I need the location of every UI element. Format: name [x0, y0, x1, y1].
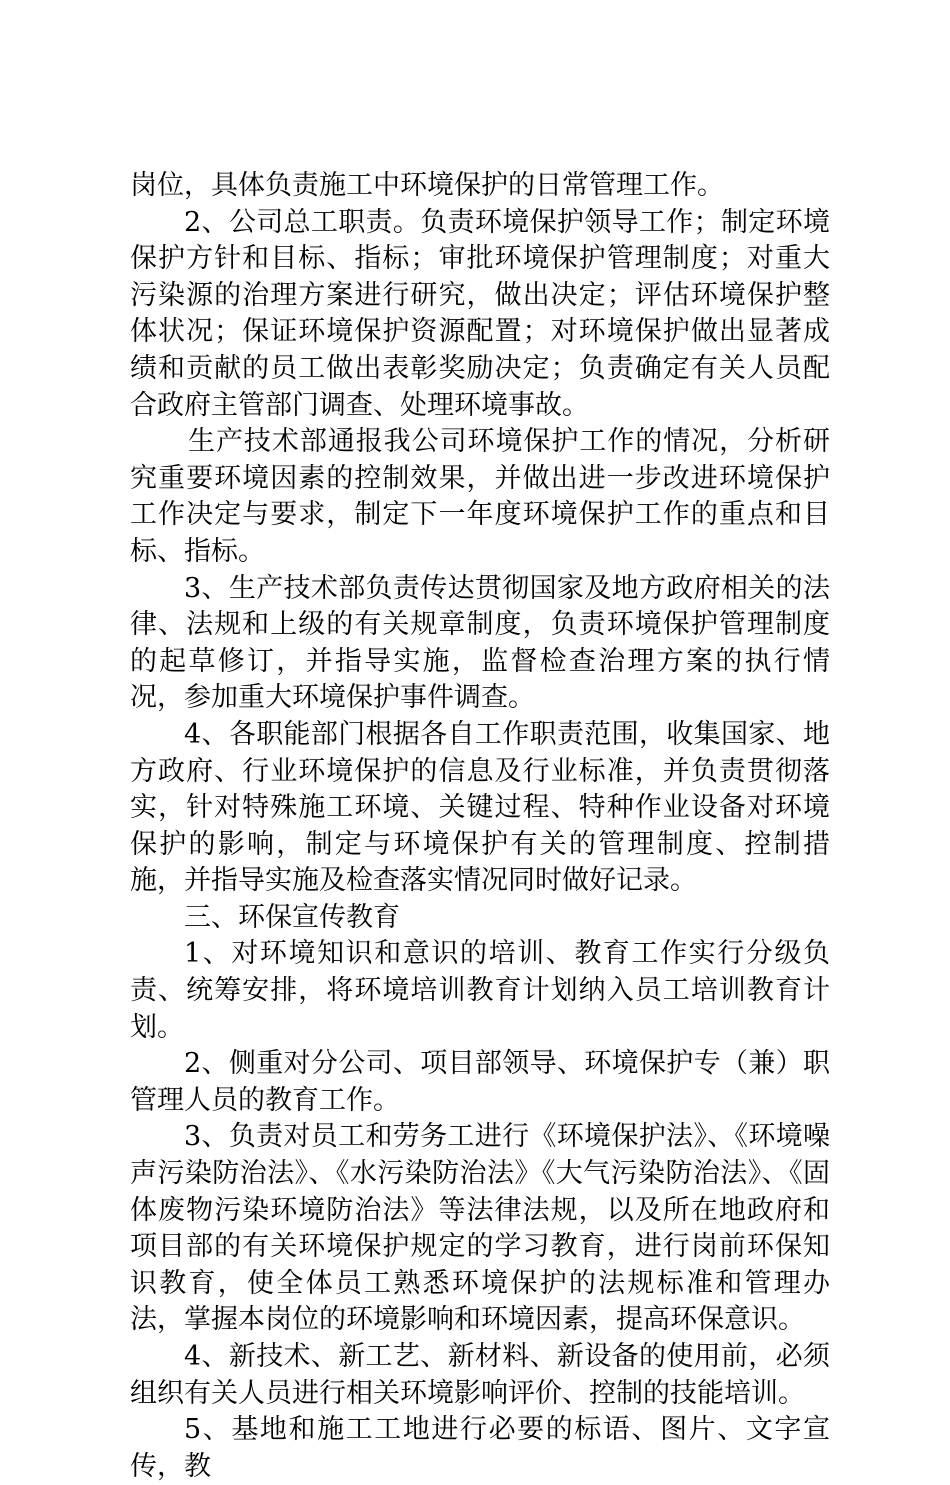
paragraph-functional-depts: 4、各职能部门根据各自工作职责范围，收集国家、地方政府、行业环境保护的信息及行业标准，并负责贯彻落实，针对特殊施工环境、关键过程、特种作业设备对环境保护的影响，制定与环境保护有关的管理制度、控制措施，并指导实施及检查落实情况同时做好记录。 — [130, 718, 830, 897]
paragraph-production-dept-duties: 3、生产技术部负责传达贯彻国家及地方政府相关的法律、法规和上级的有关规章制度，负责环境保护管理制度的起草修订，并指导实施，监督检查治理方案的执行情况，参加重大环境保护事件调查。 — [130, 572, 830, 714]
paragraph-chief-engineer-duties: 2、公司总工职责。负责环境保护领导工作；制定环境保护方针和目标、指标；审批环境保护管理制度；对重大污染源的治理方案进行研究，做出决定；评估环境保护整体状况；保证环境保护资源配置；对环境保护做出显著成绩和贡献的员工做出表彰奖励决定；负责确定有关人员配合政府主管部门调查、处理环境事故。 — [130, 206, 830, 421]
paragraph-continuation: 岗位，具体负责施工中环境保护的日常管理工作。 — [130, 170, 724, 201]
paragraph-education-3: 3、负责对员工和劳务工进行《环境保护法》、《环境噪声污染防治法》、《水污染防治法》《大气污染防治法》、《固体废物污染环境防治法》等法律法规，以及所在地政府和项目部的有关环境保护规定的学习教育，进行岗前环保知识教育，使全体员工熟悉环境保护的法规标准和管理办法，掌握本岗位的环境影响和环境因素，提高环保意识。 — [130, 1121, 830, 1336]
paragraph-education-1: 1、对环境知识和意识的培训、教育工作实行分级负责、统筹安排，将环境培训教育计划纳入员工培训教育计划。 — [130, 938, 830, 1043]
paragraph-education-5: 5、基地和施工工地进行必要的标语、图片、文字宣传，教 — [130, 1414, 830, 1482]
section-heading-education: 三、环保宣传教育 — [184, 901, 400, 933]
paragraph-education-4: 4、新技术、新工艺、新材料、新设备的使用前，必须组织有关人员进行相关环境影响评价、控制的技能培训。 — [130, 1341, 830, 1409]
paragraph-education-2: 2、侧重对分公司、项目部领导、环境保护专（兼）职管理人员的教育工作。 — [130, 1048, 830, 1116]
document-body — [130, 168, 830, 1485]
paragraph-production-dept-report: 生产技术部通报我公司环境保护工作的情况，分析研究重要环境因素的控制效果，并做出进一步改进环境保护工作决定与要求，制定下一年度环境保护工作的重点和目标、指标。 — [130, 426, 830, 567]
